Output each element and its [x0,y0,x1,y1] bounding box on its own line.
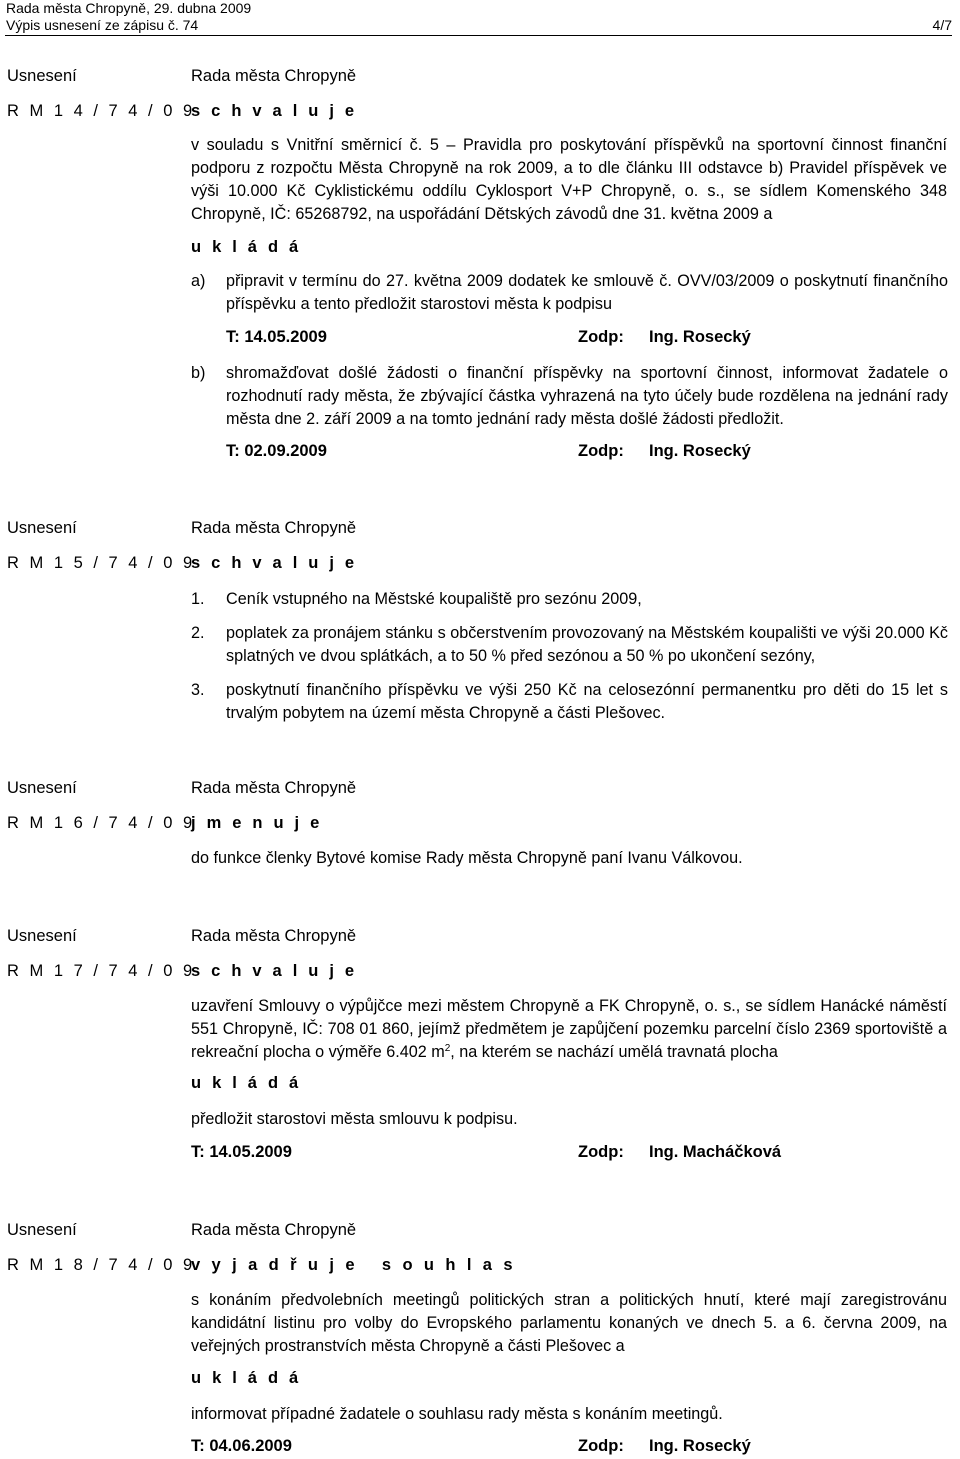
resolution-number: R M 1 5 / 7 4 / 0 9 [7,554,196,572]
list-marker: b) [191,364,206,382]
list-item-text: připravit v termínu do 27. května 2009 dodatek ke smlouvě č. OVV/03/2009 o poskytnutí finančního příspěvku a tento předložit starostovi města k podpisu [226,272,948,313]
resolution-verb: s c h v a l u j e [191,102,358,120]
resolution-verb: s c h v a l u j e [191,962,358,980]
resolution-verb-secondary: u k l á d á [191,238,302,256]
list-item-text: poskytnutí finančního příspěvku ve výši 250 Kč na celosezónní permanentku pro děti do 15 let s trvalým pobytem na území města Chropyně a části Plešovec. [226,681,948,722]
header-council-date: Rada města Chropyně, 29. dubna 2009 [6,0,252,16]
resolution-verb: j m e n u j e [191,814,323,832]
list-marker: 1. [191,590,205,608]
list-marker: 3. [191,681,205,699]
resolution-label: Usnesení [7,779,77,797]
list-marker: 2. [191,624,205,642]
list-marker: a) [191,272,206,290]
deadline: T: 02.09.2009 [226,442,327,460]
resolution-text-main: uzavření Smlouvy o výpůjčce mezi městem Chropyně a FK Chropyně, o. s., se sídlem Hanácké náměstí 551 Chropyně, IČ: 708 01 860, jejímž předmětem je zapůjčení pozemku parcelní číslo 2369 sportoviště a rekreační plocha o výměře 6.402 m [191,997,947,1061]
page-number: 4/7 [932,17,952,33]
responsible-label: Zodp: [578,442,624,460]
resolution-label: Usnesení [7,927,77,945]
deadline: T: 14.05.2009 [191,1143,292,1161]
responsible-label: Zodp: [578,1143,624,1161]
responsible-person: Ing. Rosecký [649,1437,751,1455]
list-item-text: shromažďovat došlé žádosti o finanční příspěvky na sportovní činnost, informovat žadatele o rozhodnutí rady města, že zbývající částka vyhrazená na tyto účely bude rozdělena na jednání rady města dne 2. září 2009 a na tomto jednání rady města došlé žádosti předložit. [226,364,948,428]
list-item-text: poplatek za pronájem stánku s občerstvením provozovaný na Městském koupališti ve výši 20.000 Kč splatných ve dvou splátkách, a to 50 % před sezónou a 50 % po ukončení sezóny, [226,624,948,665]
responsible-person: Ing. Macháčková [649,1143,782,1161]
superscript: 2 [444,1043,451,1054]
resolution-text: v souladu s Vnitřní směrnicí č. 5 – Pravidla pro poskytování příspěvků na sportovní činnost finanční podporu z rozpočtu Města Chropyně na rok 2009, a to dle článku III odstavce b) Pravidel příspěvek ve výši 10.000 Kč Cyklistickému oddílu Cyklosport V+P Chropyně, o. s., se sídlem Komenského 348 Chropyně, IČ: 65268792, na uspořádání Dětských závodů dne 31. května 2009 a [191,136,947,223]
resolution-label: Usnesení [7,67,77,85]
resolution-number: R M 1 6 / 7 4 / 0 9 [7,814,196,832]
resolution-verb-secondary: u k l á d á [191,1369,302,1387]
list-item-text: Ceník vstupného na Městské koupaliště pro sezónu 2009, [226,590,642,608]
responsible-label: Zodp: [578,1437,624,1455]
resolution-body: Rada města Chropyně [191,67,357,85]
header-divider [5,35,952,36]
resolution-text [191,995,947,1064]
responsible-person: Ing. Rosecký [649,442,751,460]
resolution-number: R M 1 7 / 7 4 / 0 9 [7,962,196,980]
resolution-text-tail: , na kterém se nachází umělá travnatá plocha [450,1043,778,1061]
responsible-label: Zodp: [578,328,624,346]
resolution-task-text: předložit starostovi města smlouvu k podpisu. [191,1110,518,1128]
resolution-body: Rada města Chropyně [191,779,357,797]
responsible-person: Ing. Rosecký [649,328,751,346]
resolution-task-text: informovat případné žadatele o souhlasu rady města s konáním meetingů. [191,1405,723,1423]
resolution-body: Rada města Chropyně [191,519,357,537]
resolution-number: R M 1 4 / 7 4 / 0 9 [7,102,196,120]
resolution-verb: s c h v a l u j e [191,554,358,572]
resolution-body: Rada města Chropyně [191,1221,357,1239]
document-header [6,0,251,34]
resolution-text: do funkce členky Bytové komise Rady města Chropyně paní Ivanu Válkovou. [191,849,743,867]
resolution-verb: v y j a d ř u j e s o u h l a s [191,1256,516,1274]
header-extract-title: Výpis usnesení ze zápisu č. 74 [6,17,199,33]
resolution-verb-secondary: u k l á d á [191,1074,302,1092]
resolution-text: s konáním předvolebních meetingů politických stran a politických hnutí, které mají zaregistrovánu kandidátní listinu pro volby do Evropského parlamentu konaných ve dnech 5. a 6. června 2009, na veřejných prostranstvích města Chropyně a části Plešovec a [191,1291,947,1355]
resolution-number: R M 1 8 / 7 4 / 0 9 [7,1256,196,1274]
resolution-body: Rada města Chropyně [191,927,357,945]
resolution-label: Usnesení [7,519,77,537]
resolution-label: Usnesení [7,1221,77,1239]
deadline: T: 04.06.2009 [191,1437,292,1455]
deadline: T: 14.05.2009 [226,328,327,346]
